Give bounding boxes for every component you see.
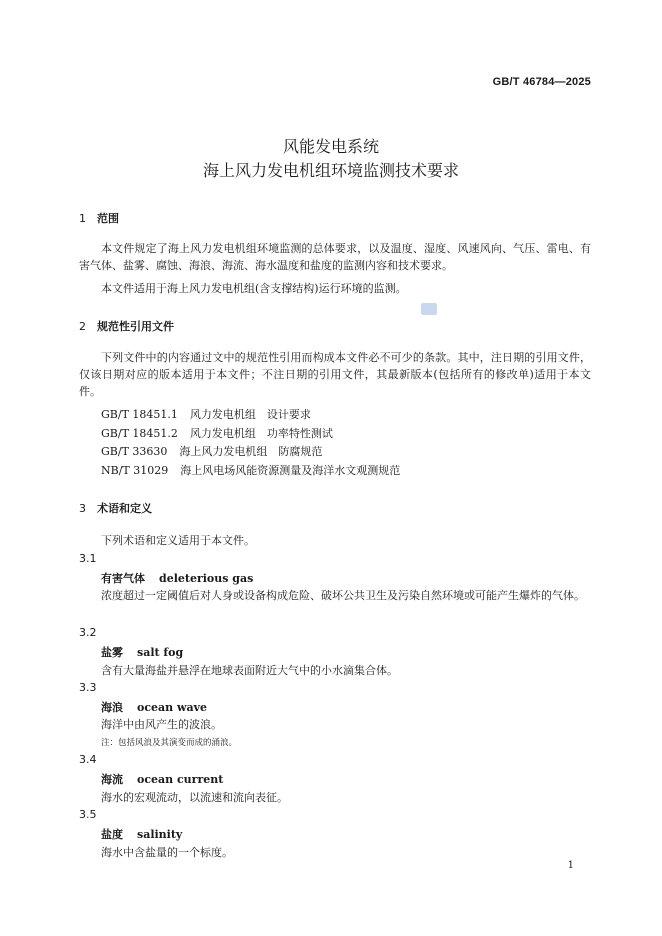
term-en: salinity <box>137 828 183 841</box>
document-title-line2: 海上风力发电机组环境监测技术要求 <box>202 161 459 180</box>
term-zh: 盐雾 <box>101 646 123 659</box>
term-entry <box>101 699 207 715</box>
document-title-line1: 风能发电系统 <box>282 137 379 156</box>
term-number: 3.2 <box>79 626 97 639</box>
references-intro: 下列文件中的内容通过文中的规范性引用而构成本文件必不可少的条款。其中，注日期的引用文件，仅该日期对应的版本适用于本文件；不注日期的引用文件，其最新版本(包括所有的修改单)适用于本文件。 <box>79 351 591 398</box>
term-en: deleterious gas <box>159 572 254 585</box>
term-definition: 海水中含盐量的一个标度。 <box>101 846 233 859</box>
section-1-heading <box>79 210 119 226</box>
reference-title: 风力发电机组 功率特性测试 <box>189 427 333 440</box>
term-zh: 有害气体 <box>101 572 145 585</box>
term-entry <box>101 826 182 842</box>
term-en: ocean current <box>137 773 224 786</box>
section-2-heading <box>79 318 174 334</box>
term-en: salt fog <box>137 646 184 659</box>
terms-intro: 下列术语和定义适用于本文件。 <box>101 534 255 547</box>
reference-item <box>101 406 311 422</box>
section-number: 1 <box>79 212 86 225</box>
reference-code: NB/T 31029 <box>101 464 169 477</box>
reference-item <box>101 443 322 459</box>
reference-code: GB/T 33630 <box>101 445 168 458</box>
term-entry <box>101 644 183 660</box>
section-title: 术语和定义 <box>97 502 152 515</box>
term-number: 3.3 <box>79 681 97 694</box>
term-note: 注：包括风浪及其演变而成的涌浪。 <box>101 738 238 748</box>
term-definition: 浓度超过一定阈值后对人身或设备构成危险、破坏公共卫生及污染自然环境或可能产生爆炸的气体。 <box>101 589 585 602</box>
reference-code: GB/T 18451.2 <box>101 427 178 440</box>
term-zh: 盐度 <box>101 828 123 841</box>
scope-paragraph-2: 本文件适用于海上风力发电机组(含支撑结构)运行环境的监测。 <box>101 282 407 295</box>
section-title: 规范性引用文件 <box>97 320 174 333</box>
reference-title: 风力发电机组 设计要求 <box>189 408 311 421</box>
scope-paragraph-1: 本文件规定了海上风力发电机组环境监测的总体要求，以及温度、湿度、风速风向、气压、雷电、有害气体、盐雾、腐蚀、海浪、海流、海水温度和盐度的监测内容和技术要求。 <box>79 242 591 272</box>
section-title: 范围 <box>97 212 119 225</box>
term-definition: 海水的宏观流动，以流速和流向表征。 <box>101 791 288 804</box>
term-entry <box>101 570 253 586</box>
reference-title: 海上风电场风能资源测量及海洋水文观测规范 <box>180 464 401 477</box>
reference-item <box>101 425 333 441</box>
term-definition: 海洋中由风产生的波浪。 <box>101 718 222 731</box>
reference-code: GB/T 18451.1 <box>101 408 178 421</box>
section-3-heading <box>79 500 152 516</box>
section-number: 2 <box>79 320 86 333</box>
section-number: 3 <box>79 502 86 515</box>
term-number: 3.1 <box>79 552 97 565</box>
page-number: 1 <box>567 860 574 871</box>
term-en: ocean wave <box>137 701 207 714</box>
term-number: 3.4 <box>79 753 97 766</box>
term-zh: 海浪 <box>101 701 123 714</box>
term-number: 3.5 <box>79 808 97 821</box>
reference-title: 海上风力发电机组 防腐规范 <box>179 445 323 458</box>
term-entry <box>101 771 223 787</box>
reference-item <box>101 462 400 478</box>
term-zh: 海流 <box>101 773 123 786</box>
watermark-stamp <box>421 303 437 315</box>
standard-number: GB/T 46784—2025 <box>492 76 591 88</box>
term-definition: 含有大量海盐并悬浮在地球表面附近大气中的小水滴集合体。 <box>101 664 398 677</box>
